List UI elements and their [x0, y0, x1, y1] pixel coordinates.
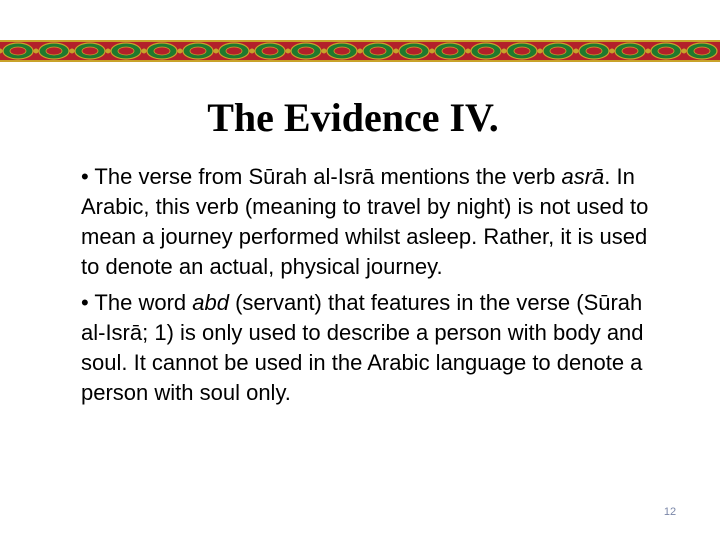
border-motif-inner: [190, 47, 206, 55]
border-motif-dot: [430, 49, 435, 54]
border-top-trim: [0, 40, 720, 42]
slide-title: [0, 94, 720, 142]
border-motif-dot: [610, 49, 615, 54]
slide-title-text: The Evidence IV.: [207, 95, 499, 140]
border-motif-inner: [226, 47, 242, 55]
border-motif-dot: [106, 49, 111, 54]
page-number: 12: [663, 506, 677, 518]
bullet-paragraph-1: [81, 162, 661, 282]
border-motif-dot: [394, 49, 399, 54]
border-motif-inner: [82, 47, 98, 55]
border-motif-dot: [502, 49, 507, 54]
border-motif-inner: [586, 47, 602, 55]
border-motif-dot: [214, 49, 219, 54]
border-motif-dot: [34, 49, 39, 54]
border-motif-dot: [466, 49, 471, 54]
border-motif-inner: [550, 47, 566, 55]
border-motif-inner: [298, 47, 314, 55]
border-motif-dot: [538, 49, 543, 54]
border-motif-inner: [442, 47, 458, 55]
bullet-paragraph-2: [81, 288, 661, 408]
border-motif-dot: [178, 49, 183, 54]
bullet-marker-2: •: [81, 290, 89, 315]
border-motif-inner: [694, 47, 710, 55]
bullet-1-text-before: The verse from Sūrah al-Isrā mentions the verb: [88, 164, 562, 189]
border-motif-inner: [622, 47, 638, 55]
border-motif-inner: [514, 47, 530, 55]
decorative-border-band: [0, 38, 720, 64]
bullet-2-text-after: (servant) that features in the verse (Sūrah al-Isrā; 1) is only used to describe a person with body and soul. It cannot be used in the Arabic language to denote a person with soul only.: [81, 290, 644, 405]
ornamental-border-pattern: [0, 38, 720, 64]
border-motif-dot: [70, 49, 75, 54]
border-motif-dot: [646, 49, 651, 54]
bullet-1-text-after: . In Arabic, this verb (meaning to travel by night) is not used to mean a journey performed whilst asleep. Rather, it is used to denote an actual, physical journey.: [81, 164, 649, 279]
slide-body: [81, 162, 661, 408]
border-motif-dot: [322, 49, 327, 54]
border-motif-dot: [358, 49, 363, 54]
bullet-1-italic-term: asrā: [561, 164, 605, 189]
border-motif-inner: [334, 47, 350, 55]
border-motif-inner: [118, 47, 134, 55]
border-motif-inner: [658, 47, 674, 55]
border-motif-inner: [46, 47, 62, 55]
border-motif-inner: [406, 47, 422, 55]
border-motif-dot: [574, 49, 579, 54]
border-motif-inner: [262, 47, 278, 55]
border-motif-inner: [370, 47, 386, 55]
border-motif-dot: [286, 49, 291, 54]
border-motif-dot: [142, 49, 147, 54]
bullet-marker-1: •: [81, 164, 89, 189]
border-bottom-trim: [0, 60, 720, 62]
border-motif-inner: [478, 47, 494, 55]
border-motif-inner: [10, 47, 26, 55]
border-motif-dot: [250, 49, 255, 54]
border-motif-inner: [154, 47, 170, 55]
bullet-2-italic-term: abd: [192, 290, 229, 315]
bullet-2-text-before: The word: [88, 290, 193, 315]
border-motif-dot: [682, 49, 687, 54]
